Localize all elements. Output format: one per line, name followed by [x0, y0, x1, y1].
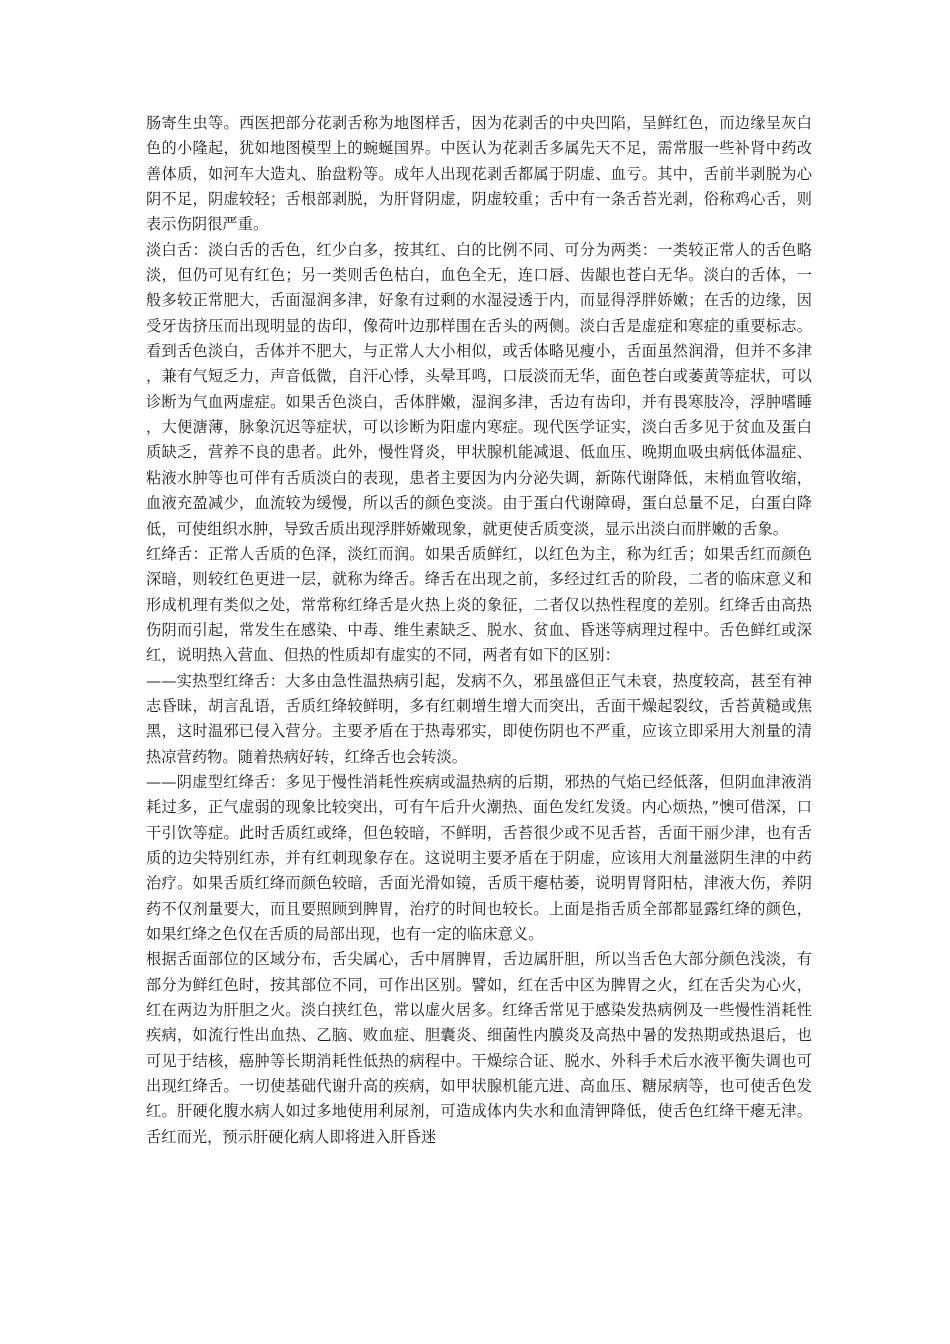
paragraph-red-crimson-tongue: 红绛舌：正常人舌质的色泽，淡红而润。如果舌质鲜红，以红色为主，称为红舌；如果舌红而颜色深暗，则较红色更进一层，就称为绛舌。绛舌在出现之前，多经过红舌的阶段，二者的临床意义和形成机理有类似之处，常常称红绛舌是火热上炎的象征，二者仅以热性程度的差别。红绛舌由高热伤阴而引起，常发生在感染、中毒、维生素缺乏、脱水、贫血、昏迷等病理过程中。舌色鲜红或深红，说明热入营血、但热的性质却有虚实的不同，两者有如下的区别： — [146, 544, 812, 665]
paragraph-pale-white-tongue: 淡白舌：淡白舌的舌色，红少白多，按其红、白的比例不同、可分为两类：一类较正常人的舌色略淡，但仍可见有红色；另一类则舌色枯白，血色全无，连口唇、齿龈也苍白无华。淡白的舌体，一般多较正常肥大，舌面湿润多津，好象有过剩的水湿浸透于内，而显得浮胖娇嫩；在舌的边缘，因受牙齿挤压而出现明显的齿印，像荷叶边那样围在舌头的两侧。淡白舌是虚症和寒症的重要标志。看到舌色淡白，舌体并不肥大，与正常人大小相似，或舌体略见瘦小，舌面虽然润滑，但并不多津，兼有气短乏力，声音低微，自汗心悸，头晕耳鸣，口辰淡而无华，面色苍白或萎黄等症状，可以诊断为气血两虚症。如果舌色淡白，舌体胖嫩，湿润多津，舌边有齿印，并有畏寒肢冷，浮肿嗜睡，大便溏薄，脉象沉迟等症状，可以诊断为阳虚内寒症。现代医学证实，淡白舌多见于贫血及蛋白质缺乏，营养不良的患者。此外，慢性肾炎，甲状腺机能减退、低血压、晚期血吸虫病低体温症、粘液水肿等也可伴有舌质淡白的表现，患者主要因为内分泌失调，新陈代谢降低，末梢血管收缩，血液充盈减少，血流较为缓慢，所以舌的颜色变淡。由于蛋白代谢障碍，蛋白总量不足，白蛋白降低，可使组织水肿，导致舌质出现浮胖娇嫩现象，就更使舌质变淡，显示出淡白而胖嫩的舌象。 — [146, 240, 812, 538]
paragraph-excess-heat-type: ——实热型红绛舌：大多由急性温热病引起，发病不久，邪虽盛但正气未衰，热度较高，甚至有神志昏昧，胡言乱语，舌质红绛较鲜明，多有红刺增生增大而突出，舌面干燥起裂纹，舌苔黄糙或焦黑，这时温邪已侵入营分。主要矛盾在于热毒邪实，即使伤阴也不严重，应该立即采用大剂量的清热凉营药物。随着热病好转，红绛舌也会转淡。 — [146, 671, 812, 766]
paragraph-huabo-tongue: 肠寄生虫等。西医把部分花剥舌称为地图样舌，因为花剥舌的中央凹陷，呈鲜红色，而边缘呈灰白色的小隆起，犹如地图模型上的蜿蜒国界。中医认为花剥舌多属先天不足，需常服一些补肾中药改善体质，如河车大造丸、胎盘粉等。成年人出现花剥舌都属于阴虚、血亏。其中，舌前半剥脱为心阴不足，阴虚较轻；舌根部剥脱，为肝肾阴虚，阴虚较重；舌中有一条舌苔光剥，俗称鸡心舌，则表示伤阴很严重。 — [146, 114, 812, 234]
paragraph-yin-deficiency-type: ——阴虚型红绛舌：多见于慢性消耗性疾病或温热病的后期，邪热的气焰已经低落，但阴血津液消耗过多，正气虚弱的现象比较突出，可有午后升火潮热、面色发红发烫。内心烦热，”懊可借深，口干引饮等症。此时舌质红或绛，但色较暗，不鲜明，舌苔很少或不见舌苔，舌面干丽少津，也有舌质的边尖特别红赤，并有红刺现象存在。这说明主要矛盾在于阴虚，应该用大剂量滋阴生津的中药治疗。如果舌质红绛而颜色较暗，舌面光滑如镜，舌质干瘪枯萎，说明胃肾阳枯，津液大伤，养阴药不仅剂量要大，而且要照顾到脾胃，治疗的时间也较长。上面是指舌质全部都显露红绛的颜色，如果红绛之色仅在舌质的局部出现，也有一定的临床意义。 — [146, 772, 812, 943]
document-body — [146, 111, 812, 1150]
paragraph-tongue-regions: 根据舌面部位的区域分布，舌尖属心，舌中屑脾胃，舌边属肝胆，所以当舌色大部分颜色浅淡，有部分为鲜红色时，按其部位不同，可作出区别。譬如，红在舌中区为脾胃之火，红在舌尖为心火，红在两边为肝胆之火。淡白挟红色，常以虚火居多。红绛舌常见于感染发热病例及一些慢性消耗性疾病，如流行性出血热、乙脑、败血症、胆囊炎、细菌性内膜炎及高热中暑的发热期或热退后，也可见于结核，癌肿等长期消耗性低热的病程中。干燥综合证、脱水、外科手术后水液平衡失调也可出现红绛舌。一切使基础代谢升高的疾病，如甲状腺机能亢进、高血压、糖尿病等，也可使舌色发红。肝硬化腹水病人如过多地使用利尿剂，可造成体内失水和血清钾降低，使舌色红绛干瘪无津。舌红而光，预示肝硬化病人即将进入肝昏迷 — [146, 950, 812, 1146]
